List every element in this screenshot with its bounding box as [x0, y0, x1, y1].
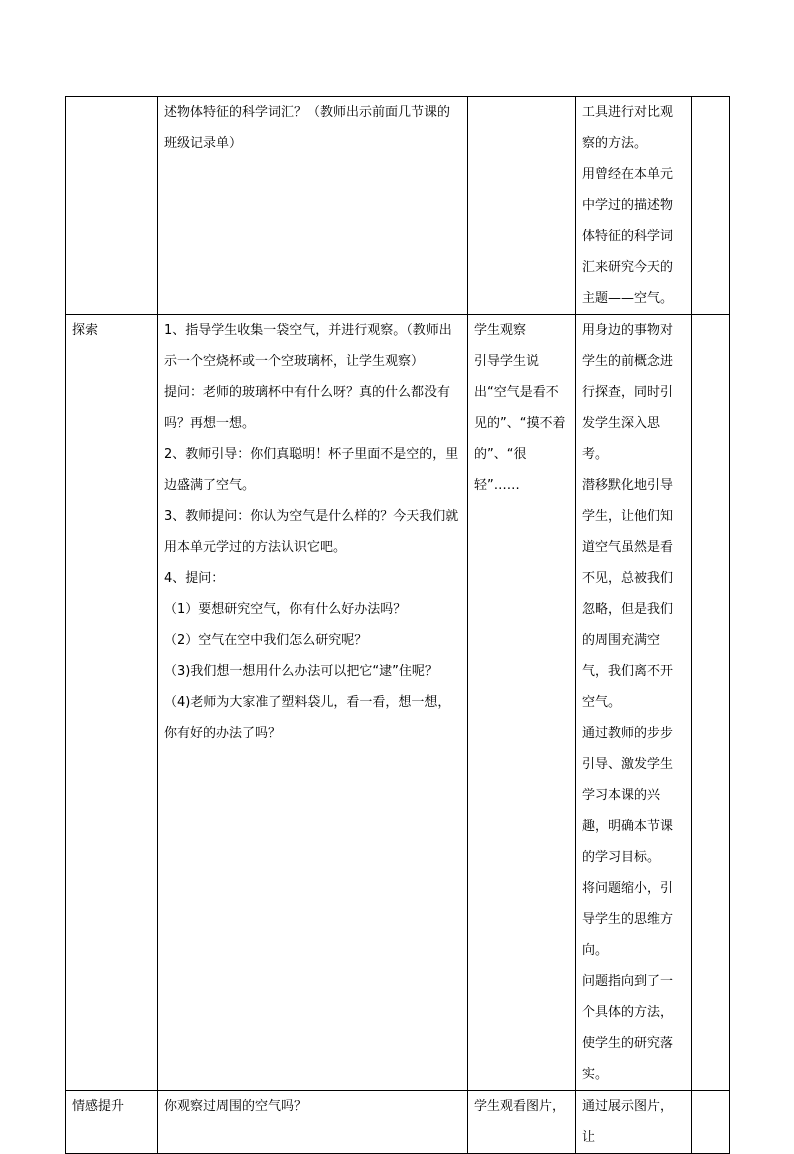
stage-text: 探索 — [72, 323, 99, 338]
intent-cell — [576, 315, 692, 1091]
intent-text: 工具进行对比观察的方法。 用曾经在本单元中学过的描述物体特征的科学词汇来研究今天的主题——空气。 — [582, 105, 674, 306]
stage-cell — [66, 1091, 158, 1154]
student-cell — [468, 1091, 576, 1154]
table-row — [66, 315, 730, 1091]
activity-cell — [158, 97, 468, 315]
table-row — [66, 97, 730, 315]
activity-text: 述物体特征的科学词汇？（教师出示前面几节课的班级记录单） — [164, 105, 451, 151]
student-cell — [468, 97, 576, 315]
extra-cell — [692, 97, 730, 315]
intent-cell — [576, 97, 692, 315]
extra-cell — [692, 315, 730, 1091]
stage-cell — [66, 315, 158, 1091]
student-text: 学生观察 引导学生说出“空气是看不见的”、“摸不着的”、“很轻”…… — [474, 323, 566, 493]
extra-cell — [692, 1091, 730, 1154]
intent-text: 用身边的事物对学生的前概念进行探查，同时引发学生深入思考。 潜移默化地引导学生，让他们知道空气虽然是看不见，总被我们忽略，但是我们的周围充满空气，我们离不开空气。 通过教师的步步引导、激发学生学习本课的兴趣，明确本节课的学习目标。 将问题缩小，引导学生的思维方向。 问题指向到了一个具体的方法，使学生的研究落实。 — [582, 323, 674, 1082]
student-text: 学生观看图片， — [474, 1099, 566, 1114]
intent-text: 通过展示图片，让 — [582, 1099, 674, 1145]
activity-cell — [158, 315, 468, 1091]
student-cell — [468, 315, 576, 1091]
activity-cell — [158, 1091, 468, 1154]
intent-cell — [576, 1091, 692, 1154]
activity-text: 你观察过周围的空气吗？ — [164, 1099, 308, 1114]
lesson-plan-table — [65, 96, 730, 1154]
table-row — [66, 1091, 730, 1154]
stage-cell — [66, 97, 158, 315]
stage-text: 情感提升 — [72, 1099, 125, 1114]
activity-text: 1、指导学生收集一袋空气，并进行观察。（教师出示一个空烧杯或一个空玻璃杯，让学生观察） 提问：老师的玻璃杯中有什么呀？真的什么都没有吗？再想一想。 2、教师引导：你们真聪明！杯子里面不是空的，里边盛满了空气。 3、教师提问：你认为空气是什么样的？今天我们就用本单元学过的方法认识它吧。 4、提问： （1）要想研究空气，你有什么好办法吗？ （2）空气在空中我们怎么研究呢？ （3)我们想一想用什么办法可以把它“逮”住呢？ （4)老师为大家准了塑料袋儿，看一看，想一想，你有好的办法了吗？ — [164, 323, 459, 741]
